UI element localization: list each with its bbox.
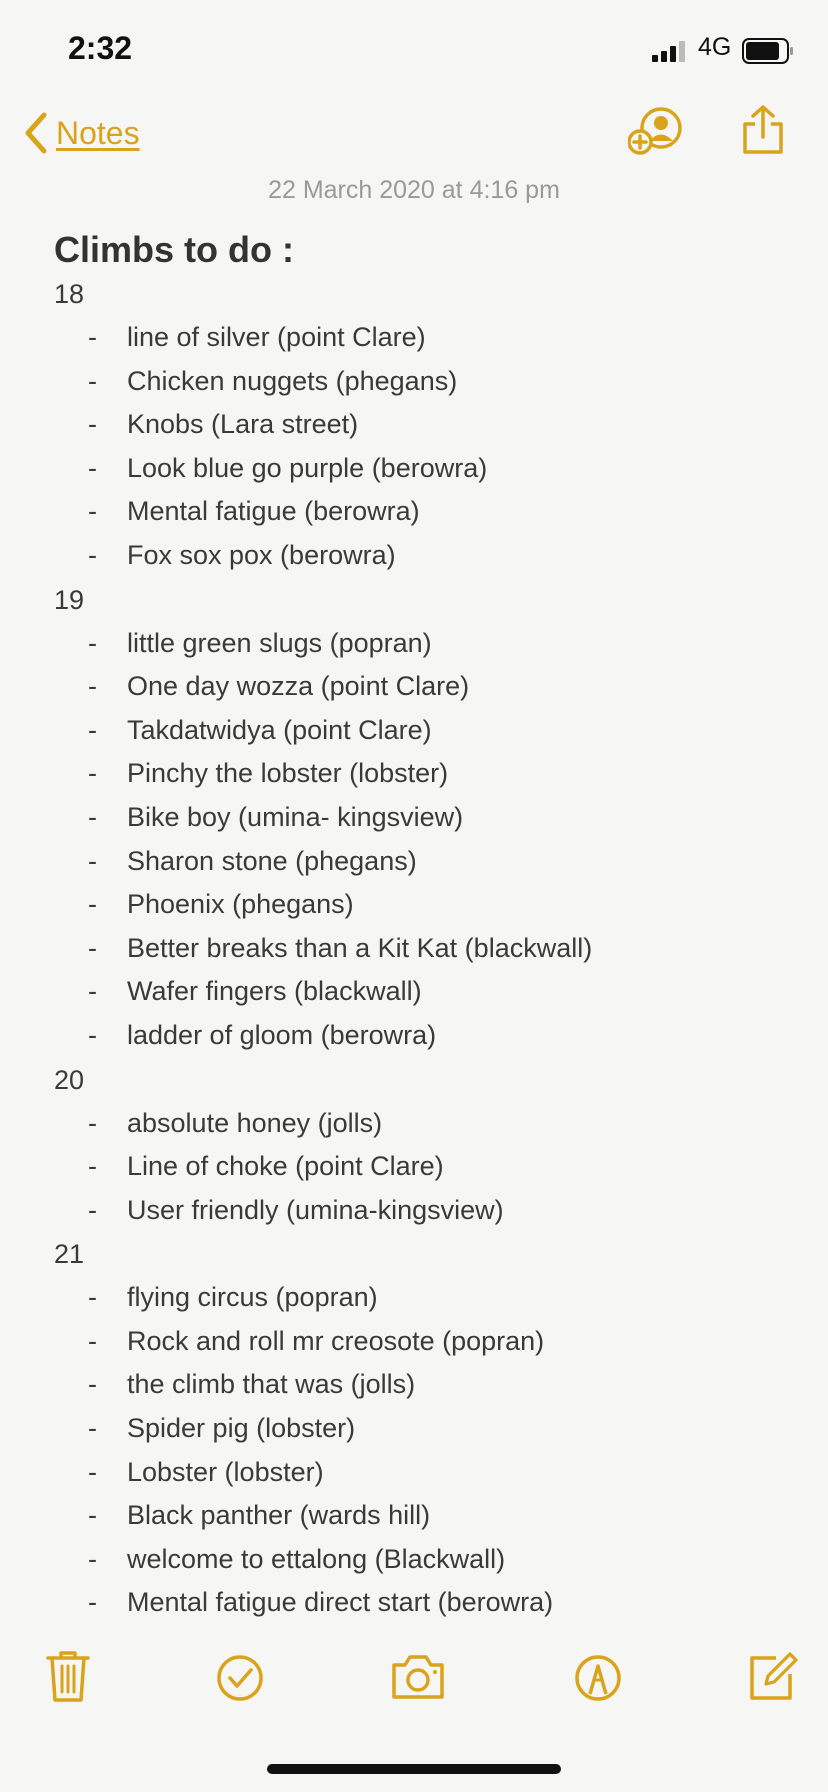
- list-dash: -: [88, 1543, 97, 1574]
- note-body[interactable]: [54, 228, 794, 1625]
- climb-name: Phoenix (phegans): [127, 889, 354, 920]
- trash-icon[interactable]: [42, 1648, 94, 1704]
- list-dash: -: [88, 1282, 97, 1313]
- climb-list-item: [54, 1145, 794, 1189]
- list-dash: -: [88, 976, 97, 1007]
- camera-icon[interactable]: [390, 1648, 446, 1704]
- list-dash: -: [88, 801, 97, 832]
- list-dash: -: [88, 714, 97, 745]
- climb-list-item: [54, 360, 794, 404]
- list-dash: -: [88, 627, 97, 658]
- list-dash: -: [88, 1500, 97, 1531]
- climb-list-item: [54, 927, 794, 971]
- note-date: 22 March 2020 at 4:16 pm: [268, 176, 560, 204]
- list-dash: -: [88, 539, 97, 570]
- climb-name: Black panther (wards hill): [127, 1500, 431, 1531]
- climb-name: Sharon stone (phegans): [127, 845, 417, 876]
- climb-name: One day wozza (point Clare): [127, 671, 470, 702]
- grade-heading: 19: [54, 584, 85, 615]
- battery-icon: [742, 38, 794, 64]
- grade-heading: 21: [54, 1239, 85, 1270]
- list-dash: -: [88, 1019, 97, 1050]
- checklist-icon[interactable]: [214, 1648, 266, 1704]
- list-dash: -: [88, 671, 97, 702]
- climb-list-item: [54, 1538, 794, 1582]
- climb-list-item: [54, 970, 794, 1014]
- bottom-toolbar: [0, 1648, 828, 1708]
- climb-name: little green slugs (popran): [127, 627, 432, 658]
- list-dash: -: [88, 1369, 97, 1400]
- list-dash: -: [88, 932, 97, 963]
- climb-list-item: [54, 1363, 794, 1407]
- climb-name: User friendly (umina-kingsview): [127, 1194, 504, 1225]
- list-dash: -: [88, 409, 97, 440]
- grade-heading: 18: [54, 279, 85, 309]
- status-time: 2:32: [68, 30, 133, 66]
- list-dash: -: [88, 889, 97, 920]
- markup-icon[interactable]: [572, 1648, 624, 1704]
- climb-name: Takdatwidya (point Clare): [127, 714, 432, 745]
- climb-list-item: [54, 840, 794, 884]
- climb-list-item: [54, 796, 794, 840]
- list-dash: -: [88, 1107, 97, 1138]
- climb-list-item: [54, 490, 794, 534]
- climb-name: absolute honey (jolls): [127, 1107, 383, 1138]
- climb-name: Knobs (Lara street): [127, 409, 359, 440]
- climb-name: line of silver (point Clare): [127, 322, 426, 352]
- climb-list-item: [54, 1102, 794, 1146]
- climb-name: Mental fatigue direct start (berowra): [127, 1587, 554, 1618]
- list-dash: -: [88, 1325, 97, 1356]
- climb-list-item: [54, 1276, 794, 1320]
- list-dash: -: [88, 1587, 97, 1618]
- climb-list-item: [54, 534, 794, 578]
- list-dash: -: [88, 322, 97, 352]
- share-icon[interactable]: [740, 104, 786, 156]
- climb-list-item: [54, 1407, 794, 1451]
- note-title: Climbs to do :: [54, 229, 294, 270]
- climb-list-item: [54, 1189, 794, 1233]
- climb-name: Spider pig (lobster): [127, 1413, 356, 1444]
- climb-name: Mental fatigue (berowra): [127, 496, 420, 527]
- signal-icon: [652, 40, 688, 62]
- climb-name: Better breaks than a Kit Kat (blackwall): [127, 932, 593, 963]
- climb-name: Look blue go purple (berowra): [127, 452, 488, 483]
- climb-list-item: [54, 752, 794, 796]
- climb-list-item: [54, 1494, 794, 1538]
- climb-name: Pinchy the lobster (lobster): [127, 758, 449, 789]
- network-label: 4G: [698, 33, 732, 61]
- climb-name: welcome to ettalong (Blackwall): [127, 1543, 506, 1574]
- climb-name: the climb that was (jolls): [127, 1369, 416, 1400]
- list-dash: -: [88, 758, 97, 789]
- climb-list-item: [54, 883, 794, 927]
- climb-list-item: [54, 1451, 794, 1495]
- climb-name: Line of choke (point Clare): [127, 1151, 444, 1182]
- climb-name: ladder of gloom (berowra): [127, 1019, 437, 1050]
- list-dash: -: [88, 496, 97, 527]
- climb-name: Fox sox pox (berowra): [127, 539, 396, 570]
- chevron-left-icon: [22, 111, 50, 155]
- back-button[interactable]: [22, 108, 140, 158]
- climb-list-item: [54, 1581, 794, 1625]
- climb-name: Bike boy (umina- kingsview): [127, 801, 464, 832]
- compose-icon[interactable]: [746, 1648, 798, 1704]
- climb-list-item: [54, 622, 794, 666]
- climb-name: flying circus (popran): [127, 1282, 378, 1313]
- climb-list-item: [54, 403, 794, 447]
- list-dash: -: [88, 1151, 97, 1182]
- climb-list-item: [54, 316, 794, 360]
- climb-list-item: [54, 1014, 794, 1058]
- list-dash: -: [88, 365, 97, 396]
- list-dash: -: [88, 1194, 97, 1225]
- climb-list-item: [54, 1320, 794, 1364]
- climb-name: Chicken nuggets (phegans): [127, 365, 458, 396]
- back-label: Notes: [56, 114, 140, 151]
- climb-name: Wafer fingers (blackwall): [127, 976, 422, 1007]
- list-dash: -: [88, 1456, 97, 1487]
- climb-list-item: [54, 665, 794, 709]
- climb-name: Lobster (lobster): [127, 1456, 324, 1487]
- home-indicator[interactable]: [267, 1764, 561, 1774]
- list-dash: -: [88, 452, 97, 483]
- climb-list-item: [54, 709, 794, 753]
- list-dash: -: [88, 1413, 97, 1444]
- list-dash: -: [88, 845, 97, 876]
- climb-list-item: [54, 447, 794, 491]
- grade-heading: 20: [54, 1064, 85, 1095]
- add-person-icon[interactable]: [628, 106, 686, 156]
- status-bar: [0, 0, 828, 96]
- climb-name: Rock and roll mr creosote (popran): [127, 1325, 545, 1356]
